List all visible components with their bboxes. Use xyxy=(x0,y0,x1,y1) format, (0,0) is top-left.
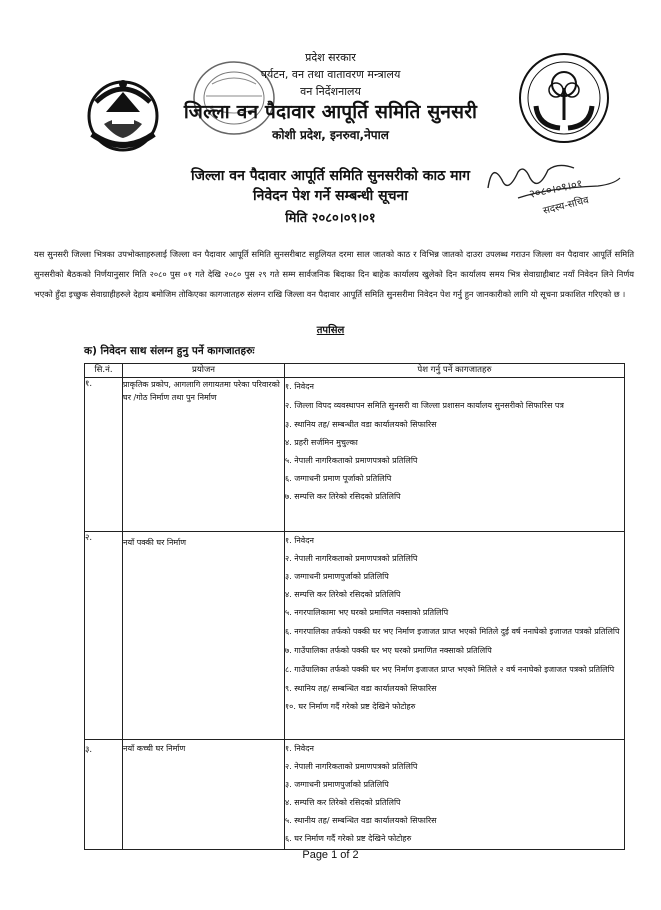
header-directorate: वन निर्देशनालय xyxy=(300,85,361,98)
table-row xyxy=(85,532,625,740)
doc-item: १. निवेदन xyxy=(285,744,314,753)
tapsil-heading: तपसिल xyxy=(316,325,345,336)
svg-text:२०८०।०९।०१: २०८०।०९।०१ xyxy=(527,176,584,201)
page-footer: Page 1 of 2 xyxy=(302,849,359,861)
doc-item: ८. गाउँपालिका तर्फको पक्की घर भए निर्माण इजाजत प्राप्त भएको मितिले २ वर्ष ननाघेको इजाजत पत्रको प्रतिलिपि xyxy=(285,665,615,674)
header-ministry: पर्यटन, वन तथा वातावरण मन्त्रालय xyxy=(260,68,401,81)
row-docs xyxy=(285,740,625,850)
notice-body: यस सुनसरी जिल्ला भित्रका उपभोक्ताहरुलाई जिल्ला वन पैदावार आपूर्ति समिति सुनसरीबाट सहुलियत दरमा साल जातको काठ र विभिन्न जातको दाउरा उपलब्ध गराउन जिल्ला वन पैदावार आपूर्ति समिति सुनसरीको बैठकको निर्णयानुसार मिति २०८० पुस ०१ गते देखि २०८० पुस २९ गते सम्म सार्वजनिक बिदाका दिन बाहेक कार्यालय खुलेको दिन कार्यालय समय भित्र सेवाग्राहीबाट नयाँ निवेदन लिने निर्णय भएकाे हुँदा इच्छुक सेवाग्राहीहरुले देहाय बमोजिम तोकिएका कागजातहरु संलग्न राखि जिल्ला वन पैदावार आपूर्ति समिति सुनसरीमा निवेदन पेश गर्नु हुन जानकारीको लागि यो सूचना प्रकाशित गरिएको छ । xyxy=(34,249,634,299)
doc-item: ९. स्थानिय तह/ सम्बन्धित वडा कार्यालयको सिफारिस xyxy=(285,684,437,693)
doc-item: ४. सम्पत्ति कर तिरेको रसिदको प्रतिलिपि xyxy=(285,798,401,807)
row-sn: २. xyxy=(85,532,123,740)
row-purpose: प्राकृतिक प्रकोप, आगलागि लगायतमा परेका परिवारको घर /गोठ निर्माण तथा पुन निर्माण xyxy=(123,378,285,532)
header-org-name: जिल्ला वन पैदावार आपूर्ति समिति सुनसरी xyxy=(183,101,478,123)
doc-item: २. नेपाली नागरिकताको प्रमाणपत्रको प्रतिलिपि xyxy=(285,554,418,563)
notice-title-line2: निवेदन पेश गर्ने सम्बन्धी सूचना xyxy=(253,188,408,204)
row-sn: ३. xyxy=(85,740,123,850)
doc-item: ७. गाउँपालिका तर्फको पक्की घर भए घरको प्रमाणित नक्साको प्रतिलिपि xyxy=(285,646,492,655)
doc-item: ५. नेपाली नागरिकताको प्रमाणपत्रको प्रतिलिपि xyxy=(285,456,418,465)
doc-item: १. निवेदन xyxy=(285,382,314,391)
doc-item: ६. नगरपालिका तर्फको पक्की घर भए निर्माण इजाजत प्राप्त भएको मितिले दुई वर्ष ननाघेको इजाजत पत्रको प्रतिलिपि xyxy=(285,627,620,636)
header-government: प्रदेश सरकार xyxy=(305,51,356,64)
doc-item: २. नेपाली नागरिकताको प्रमाणपत्रको प्रतिलिपि xyxy=(285,762,418,771)
notice-date: मिति २०८०।०९।०१ xyxy=(285,211,376,226)
section-heading: क) निवेदन साथ संलग्न हुनु पर्ने कागजातहरुः xyxy=(84,345,255,357)
notice-title-line1: जिल्ला वन पैदावार आपूर्ति समिति सुनसरीको काठ माग xyxy=(190,168,471,184)
doc-item: ३. स्थानिय तह/ सम्बन्धीत वडा कार्यालयको सिफारिस xyxy=(285,420,437,429)
table-row xyxy=(85,378,625,532)
svg-text:सदस्य-सचिव: सदस्य-सचिव xyxy=(542,194,590,217)
doc-item: ७. सम्पत्ति कर तिरेको रसिदको प्रतिलिपि xyxy=(285,492,401,501)
doc-item: १०. घर निर्माण गर्दै गरेको प्रष्ट देखिने फोटोहरु xyxy=(285,702,416,711)
doc-item: ४. प्रहरी सर्जमिन मुचुल्का xyxy=(285,438,358,447)
row-purpose: नयाँ कच्ची घर निर्माण xyxy=(123,740,285,850)
row-sn: १. xyxy=(85,378,123,532)
row-docs xyxy=(285,378,625,532)
col-header-purpose: प्रयोजन xyxy=(123,364,285,378)
doc-item: १. निवेदन xyxy=(285,536,314,545)
doc-item: ६. जग्गाधनी प्रमाण पूर्जाको प्रतिलिपि xyxy=(285,474,392,483)
documents-table xyxy=(84,363,625,850)
doc-item: ५. स्थानीय तह/ सम्बन्धित वडा कार्यालयको सिफारिस xyxy=(285,816,437,825)
col-header-docs: पेश गर्नु पर्ने कागजातहरु xyxy=(285,364,625,378)
doc-item: ४. सम्पत्ति कर तिरेको रसिदको प्रतिलिपि xyxy=(285,590,401,599)
doc-item: २. जिल्ला विपद व्यवस्थापन समिति सुनसरी वा जिल्ला प्रशासन कार्यालय सुनसरीको सिफारिस पत्र xyxy=(285,401,564,410)
doc-item: ३. जग्गाधनी प्रमाणपुर्जाको प्रतिलिपि xyxy=(285,780,389,789)
header-address: कोशी प्रदेश, इनरुवा,नेपाल xyxy=(272,128,389,142)
table-header-row xyxy=(85,364,625,378)
doc-item: ५. नगरपालिकामा भए घरको प्रमाणित नक्साको प्रतिलिपि xyxy=(285,608,449,617)
row-purpose: नयाँ पक्की घर निर्माण xyxy=(123,532,285,740)
table-row xyxy=(85,740,625,850)
doc-item: ६. घर निर्माण गर्दै गरेको प्रष्ट देखिने फोटोहरु xyxy=(285,834,412,843)
row-docs xyxy=(285,532,625,740)
doc-item: ३. जग्गाधनी प्रमाणपुर्जाको प्रतिलिपि xyxy=(285,572,389,581)
col-header-sn: सि.नं. xyxy=(85,364,123,378)
